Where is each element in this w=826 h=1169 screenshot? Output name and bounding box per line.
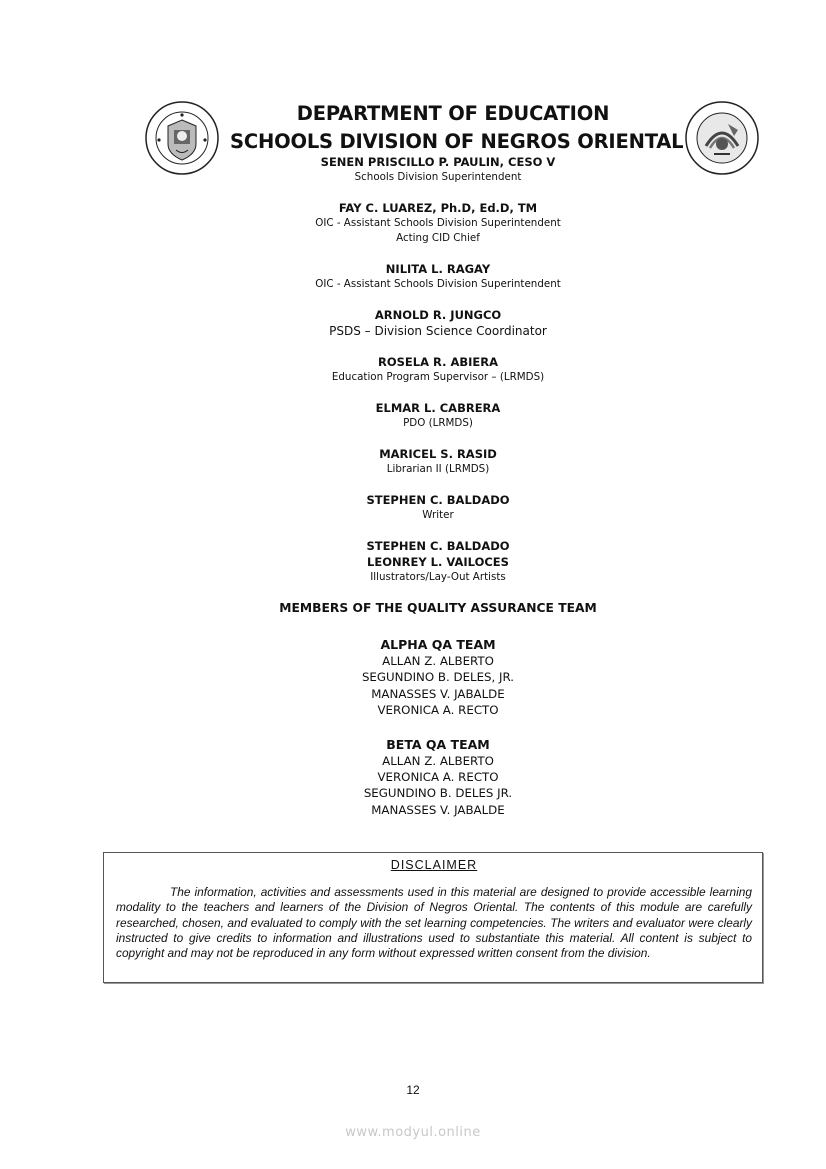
document-header	[230, 100, 684, 156]
disclaimer-title: DISCLAIMER	[390, 858, 478, 872]
staff-entry	[0, 261, 826, 292]
qa-team-title: BETA QA TEAM	[386, 736, 490, 752]
staff-role: OIC - Assistant Schools Division Superintendent	[315, 217, 561, 229]
staff-entry	[0, 400, 826, 431]
illustrators-entry	[0, 538, 826, 585]
staff-name: SENEN PRISCILLO P. PAULIN, CESO V	[320, 155, 556, 169]
disclaimer-box	[103, 852, 763, 983]
disclaimer-text: The information, activities and assessments used in this material are designed to provide accessible learning modality to the teachers and learners of the Division of Negros Oriental. The contents of this module are carefully researched, chosen, and evaluated to comply with the set learning competencies. The writers and evaluator were clearly instructed to give credits to information and illustrations used to substantiate this material. All content is subject to copyright and may not be reproduced in any form without expressed written consent from the division.	[116, 885, 752, 961]
qa-member: ALLAN Z. ALBERTO	[382, 753, 494, 768]
qa-member: VERONICA A. RECTO	[377, 770, 499, 785]
department-title: DEPARTMENT OF EDUCATION	[296, 102, 610, 125]
staff-name: ARNOLD R. JUNGCO	[374, 308, 502, 322]
staff-name: ROSELA R. ABIERA	[378, 355, 498, 369]
staff-role: PDO (LRMDS)	[403, 417, 473, 429]
staff-role: Librarian II (LRMDS)	[386, 463, 490, 475]
staff-entry	[0, 307, 826, 339]
staff-entry	[0, 446, 826, 477]
staff-role: PSDS – Division Science Coordinator	[329, 324, 547, 338]
staff-name: STEPHEN C. BALDADO	[366, 493, 510, 507]
illustrator-name: STEPHEN C. BALDADO	[366, 539, 510, 553]
illustrator-name: LEONREY L. VAILOCES	[367, 555, 509, 569]
qa-member: SEGUNDINO B. DELES, JR.	[361, 670, 515, 685]
staff-role: Acting CID Chief	[396, 232, 480, 244]
staff-entry	[0, 354, 826, 385]
staff-name: MARICEL S. RASID	[379, 447, 497, 461]
qa-member: MANASSES V. JABALDE	[371, 802, 505, 817]
qa-team-alpha	[0, 636, 826, 719]
staff-role: OIC - Assistant Schools Division Superintendent	[315, 278, 561, 290]
staff-role: Schools Division Superintendent	[354, 171, 522, 183]
qa-member: ALLAN Z. ALBERTO	[382, 654, 494, 668]
qa-member: MANASSES V. JABALDE	[371, 686, 505, 701]
qa-member: VERONICA A. RECTO	[377, 703, 499, 718]
staff-name: ELMAR L. CABRERA	[375, 401, 501, 415]
credits-section	[0, 154, 826, 835]
staff-entry	[0, 492, 826, 523]
staff-name: FAY C. LUAREZ, Ph.D, Ed.D, TM	[338, 201, 538, 215]
qa-team-beta	[0, 736, 826, 819]
qa-heading: MEMBERS OF THE QUALITY ASSURANCE TEAM	[279, 601, 597, 615]
watermark: www.modyul.online	[345, 1125, 481, 1140]
qa-member: SEGUNDINO B. DELES JR.	[363, 786, 513, 801]
staff-role: Writer	[422, 509, 454, 521]
division-title: SCHOOLS DIVISION OF NEGROS ORIENTAL	[230, 130, 684, 153]
staff-entry	[0, 200, 826, 246]
illustrator-role: Illustrators/Lay-Out Artists	[370, 571, 506, 583]
qa-team-title: ALPHA QA TEAM	[380, 637, 496, 652]
staff-name: NILITA L. RAGAY	[385, 262, 491, 276]
page-number: 12	[406, 1083, 420, 1097]
staff-role: Education Program Supervisor – (LRMDS)	[331, 371, 545, 383]
staff-entry	[0, 154, 826, 185]
